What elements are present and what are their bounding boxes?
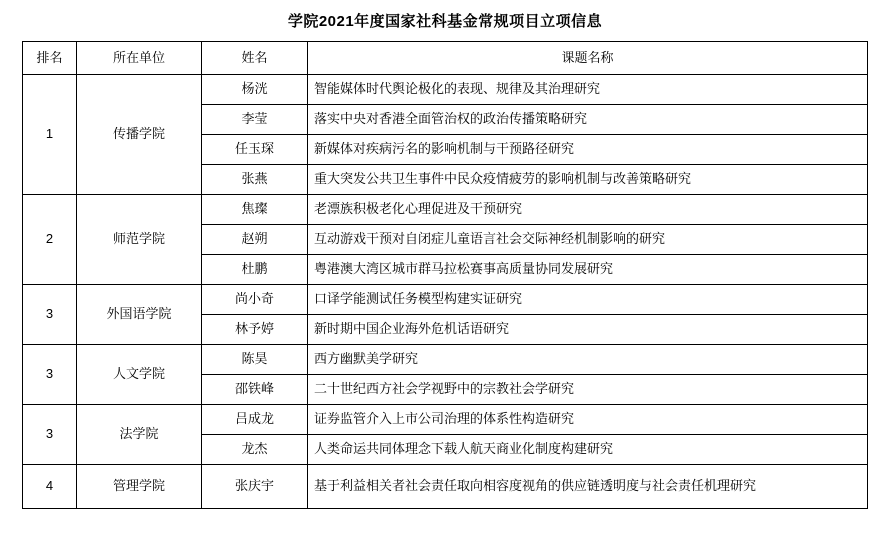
cell-person-name: 焦璨 (202, 194, 308, 224)
cell-topic: 口译学能测试任务模型构建实证研究 (308, 284, 868, 314)
table-header-row (23, 41, 868, 74)
cell-person-name: 吕成龙 (202, 404, 308, 434)
cell-unit: 法学院 (77, 404, 202, 464)
column-header-topic: 课题名称 (308, 41, 868, 74)
cell-person-name: 李莹 (202, 104, 308, 134)
cell-topic: 粤港澳大湾区城市群马拉松赛事高质量协同发展研究 (308, 254, 868, 284)
cell-rank: 3 (23, 404, 77, 464)
cell-topic: 智能媒体时代舆论极化的表现、规律及其治理研究 (308, 74, 868, 104)
cell-person-name: 杜鹏 (202, 254, 308, 284)
column-header-name: 姓名 (202, 41, 308, 74)
cell-topic: 落实中央对香港全面管治权的政治传播策略研究 (308, 104, 868, 134)
table-row (23, 194, 868, 224)
cell-person-name: 张庆宇 (202, 464, 308, 508)
table-row (23, 404, 868, 434)
cell-person-name: 任玉琛 (202, 134, 308, 164)
cell-unit: 师范学院 (77, 194, 202, 284)
cell-person-name: 张燕 (202, 164, 308, 194)
cell-rank: 1 (23, 74, 77, 194)
cell-topic: 互动游戏干预对自闭症儿童语言社会交际神经机制影响的研究 (308, 224, 868, 254)
cell-rank: 3 (23, 344, 77, 404)
table-row (23, 464, 868, 508)
cell-person-name: 尚小奇 (202, 284, 308, 314)
cell-rank: 2 (23, 194, 77, 284)
cell-person-name: 龙杰 (202, 434, 308, 464)
table-body (23, 74, 868, 508)
table-row (23, 284, 868, 314)
cell-person-name: 陈昊 (202, 344, 308, 374)
cell-person-name: 林予婷 (202, 314, 308, 344)
cell-person-name: 赵朔 (202, 224, 308, 254)
column-header-unit: 所在单位 (77, 41, 202, 74)
cell-topic: 老漂族积极老化心理促进及干预研究 (308, 194, 868, 224)
table-row (23, 74, 868, 104)
cell-topic: 西方幽默美学研究 (308, 344, 868, 374)
column-header-rank: 排名 (23, 41, 77, 74)
cell-topic: 基于利益相关者社会责任取向相容度视角的供应链透明度与社会责任机理研究 (308, 464, 868, 508)
cell-rank: 4 (23, 464, 77, 508)
cell-topic: 证券监管介入上市公司治理的体系性构造研究 (308, 404, 868, 434)
cell-unit: 外国语学院 (77, 284, 202, 344)
cell-topic: 重大突发公共卫生事件中民众疫情疲劳的影响机制与改善策略研究 (308, 164, 868, 194)
cell-topic: 新媒体对疾病污名的影响机制与干预路径研究 (308, 134, 868, 164)
cell-person-name: 杨洸 (202, 74, 308, 104)
cell-unit: 传播学院 (77, 74, 202, 194)
cell-topic: 人类命运共同体理念下载人航天商业化制度构建研究 (308, 434, 868, 464)
page-title: 学院2021年度国家社科基金常规项目立项信息 (287, 13, 603, 30)
cell-rank: 3 (23, 284, 77, 344)
project-table (22, 41, 868, 509)
cell-person-name: 邵铁峰 (202, 374, 308, 404)
cell-unit: 管理学院 (77, 464, 202, 508)
cell-topic: 二十世纪西方社会学视野中的宗教社会学研究 (308, 374, 868, 404)
cell-unit: 人文学院 (77, 344, 202, 404)
table-row (23, 344, 868, 374)
cell-topic: 新时期中国企业海外危机话语研究 (308, 314, 868, 344)
